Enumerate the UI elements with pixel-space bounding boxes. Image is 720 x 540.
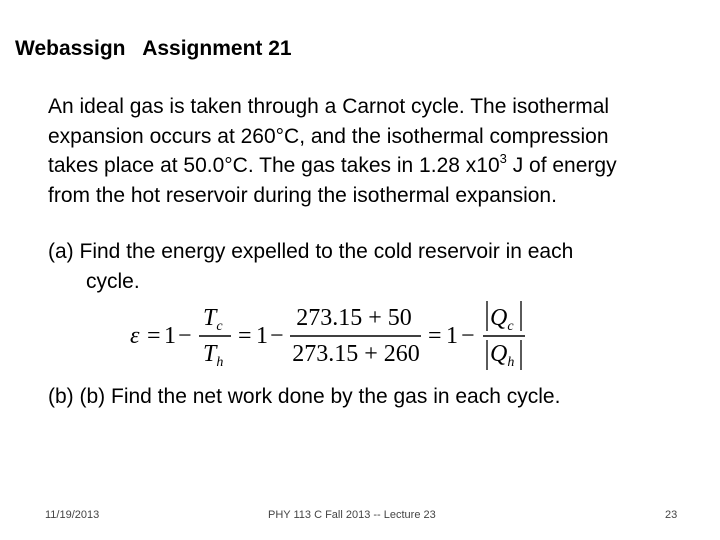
- epsilon-symbol: ε: [130, 323, 140, 349]
- one-3: 1: [446, 323, 458, 349]
- part-b-question: (b) (b) Find the net work done by the gas in each cycle.: [48, 385, 561, 408]
- equals-sign-2: =: [238, 323, 252, 349]
- one-1: 1: [164, 323, 176, 349]
- part-a-line-2: cycle.: [86, 269, 140, 293]
- footer-date: 11/19/2013: [45, 509, 100, 521]
- efficiency-equation: [125, 298, 545, 376]
- equals-sign-1: =: [147, 323, 161, 349]
- qh-symbol: $Q_h$: [490, 341, 515, 370]
- problem-line-3-start: takes place at 50.0°C. The gas takes in 1.28 x10: [48, 154, 500, 177]
- fraction-denominator: 273.15 + 260: [292, 341, 420, 367]
- problem-line-1: An ideal gas is taken through a Carnot cycle. The isothermal: [48, 95, 610, 118]
- minus-sign-3: −: [461, 323, 475, 349]
- problem-statement: [48, 92, 713, 210]
- tc-symbol: $T_c$: [203, 305, 223, 334]
- problem-line-3-end: J of energy: [506, 154, 617, 177]
- slide-title: Webassign Assignment 21: [15, 37, 292, 60]
- minus-sign-1: −: [178, 323, 192, 349]
- problem-line-4: from the hot reservoir during the isothermal expansion.: [48, 183, 557, 207]
- part-a-line-1: (a) Find the energy expelled to the cold reservoir in each: [48, 240, 574, 263]
- equals-sign-3: =: [428, 323, 442, 349]
- footer-page-number: 23: [665, 509, 678, 521]
- exponent: 3: [499, 151, 507, 166]
- qc-symbol: $Q_c$: [490, 305, 514, 334]
- problem-line-3: [48, 151, 713, 181]
- fraction-numerator: 273.15 + 50: [296, 305, 412, 331]
- problem-line-2: expansion occurs at 260°C, and the isothermal compression: [48, 124, 609, 148]
- one-2: 1: [256, 323, 268, 349]
- minus-sign-2: −: [270, 323, 284, 349]
- part-a-question: [48, 237, 573, 296]
- th-symbol: $T_h$: [203, 341, 224, 370]
- footer-course: PHY 113 C Fall 2013 -- Lecture 23: [268, 509, 436, 521]
